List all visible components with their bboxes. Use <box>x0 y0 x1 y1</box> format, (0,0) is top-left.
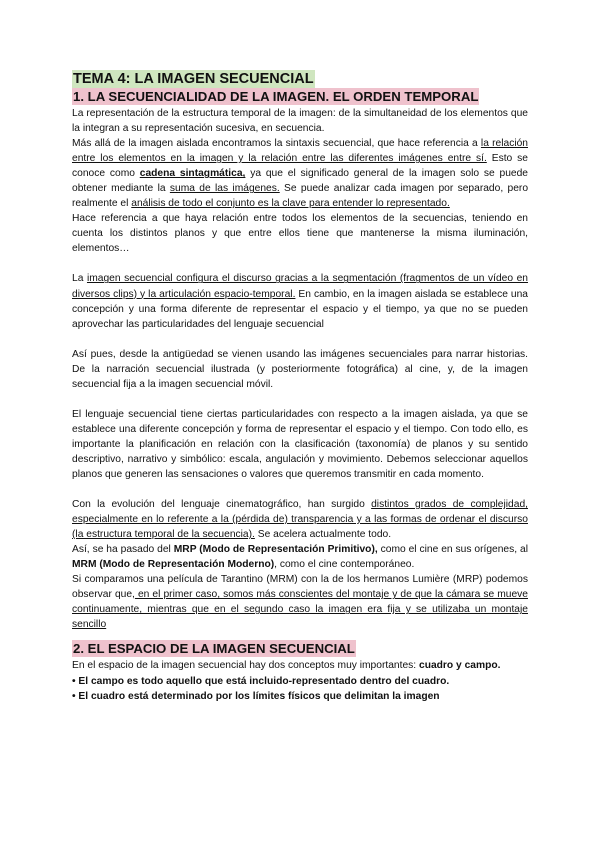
section-1-paragraph-8 <box>72 542 528 572</box>
document-title: TEMA 4: LA IMAGEN SECUENCIAL <box>73 71 314 87</box>
section-1-paragraph-2 <box>72 136 528 211</box>
p7-text-c: Se acelera actualmente todo. <box>254 529 392 541</box>
section-2-bullet-cuadro: • El cuadro está determinado por los límites físicos que delimitan la imagen <box>72 690 440 702</box>
p8-term-mrp: MRP (Modo de Representación Primitivo), <box>173 544 378 556</box>
section-1-paragraph-9 <box>72 572 528 632</box>
section-2-heading: 2. EL ESPACIO DE LA IMAGEN SECUENCIAL <box>73 641 355 657</box>
section-1-heading: 1. LA SECUENCIALIDAD DE LA IMAGEN. EL ORDEN TEMPORAL <box>73 89 479 104</box>
section-1-paragraph-5: Así pues, desde la antigüedad se vienen usando las imágenes secuenciales para narrar historias. De la narración secuencial ilustrada (y posteriormente fotográfica) al cine, y, de la imagen secuencial fija a la imagen secuencial móvil. <box>72 348 528 390</box>
section-2-bullet-campo: • El campo es todo aquello que está incluido-representado dentro del cuadro. <box>72 675 450 687</box>
p2-text-a: Más allá de la imagen aislada encontramos la sintaxis secuencial, que hace referencia a <box>72 138 481 150</box>
p9-underline-montaje: en el primer caso, somos más conscientes del montaje y de que la cámara se mueve continuamente, mientras que en el segundo caso la imagen era fija y se utilizaba un montaje sencillo <box>72 589 528 631</box>
p7-text-a: Con la evolución del lenguaje cinematográfico, han surgido <box>72 499 372 511</box>
p2-term-cadena-sintagmatica: cadena sintagmática, <box>139 168 246 180</box>
p2-underline-suma: suma de las imágenes. <box>169 183 280 195</box>
p2-text-g: Se puede analizar cada imagen por separado, pero realmente el <box>72 183 529 210</box>
p8-term-mrm: MRM (Modo de Representación Moderno) <box>72 559 275 571</box>
section-1-paragraph-7 <box>72 497 528 542</box>
section-1-heading-wrap <box>72 88 528 106</box>
p8-text-c: como el cine en sus orígenes, al <box>377 544 528 556</box>
p4-text-c: En cambio, en la imagen aislada se establece una concepción y una forma diferente de representar el espacio y el tiempo, ya que no se pueden aprovechar las particularidades del lenguaje secuencial <box>72 288 529 330</box>
p2-underline-relacion: la relación entre los elementos en la imagen y la relación entre las diferentes imágenes entre sí. <box>72 138 528 165</box>
section-1-paragraph-1: La representación de la estructura temporal de la imagen: de la simultaneidad de los elementos que la integran a su representación sucesiva, en secuencia. <box>72 108 528 135</box>
p9-text-a: Si comparamos una película de Tarantino (MRM) con la de los hermanos Lumière (MRP) podemos observar que, <box>72 574 528 601</box>
s2p1-text-a: En el espacio de la imagen secuencial hay dos conceptos muy importantes: <box>72 660 419 672</box>
s2p1-term-cuadro-campo: cuadro y campo. <box>419 660 501 672</box>
section-2-heading-wrap <box>72 640 528 658</box>
section-1-paragraph-3: Hace referencia a que haya relación entre todos los elementos de la secuencias, teniendo en cuenta los distintos planos y que entre ellos tiene que mantenerse la misma iluminación, elementos… <box>72 213 528 255</box>
p2-text-e: ya que el significado general de la imagen solo se puede obtener mediante la <box>72 168 528 195</box>
section-2-paragraph-1 <box>72 658 528 673</box>
p2-text-c: Esto se conoce como <box>72 153 528 180</box>
section-1-paragraph-4 <box>72 271 528 331</box>
p8-text-a: Así, se ha pasado del <box>72 544 174 556</box>
document-content <box>72 70 528 704</box>
p4-underline-imagen-secuencial: imagen secuencial configura el discurso gracias a la segmentación (fragmentos de un vídeo en diversos clips) y la articulación espacio-temporal. <box>72 273 529 300</box>
p7-underline-grados: distintos grados de complejidad, especialmente en lo referente a la (pérdida de) transparencia y a las formas de ordenar el discurso (la estructura temporal de la secuencia). <box>72 499 528 541</box>
p8-text-e: , como el cine contemporáneo. <box>274 559 415 571</box>
p2-underline-analisis: análisis de todo el conjunto es la clave para entender lo representado. <box>131 198 450 210</box>
section-1-paragraph-6: El lenguaje secuencial tiene ciertas particularidades con respecto a la imagen aislada, ya que se establece una diferente concepción y forma de representar el espacio y el tiempo. Con todo ello, es importante la planificación en relación con la clasificación (taxonomía) de planos y su sentido descriptivo, narrativo y simbólico: escala, angulación y movimiento. Debemos seleccionar aquellos planos que generen las sensaciones o valores que queremos transmitir en cada momento. <box>72 408 528 480</box>
p4-text-a: La <box>72 273 87 285</box>
